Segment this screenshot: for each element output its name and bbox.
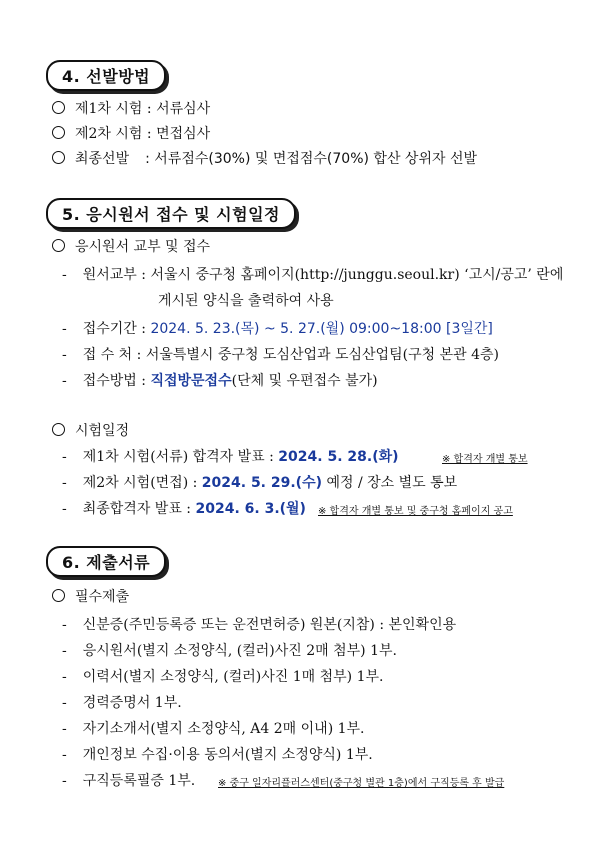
sec4-item-3-value: : 서류점수(30%) 및 면접점수(70%) 합산 상위자 선발 bbox=[145, 151, 477, 167]
round-1-date: 2024. 5. 28.(화) bbox=[278, 449, 399, 465]
sec6-group-title-text: 필수제출 bbox=[75, 589, 130, 605]
place-label: 접 수 처 : bbox=[82, 347, 146, 363]
section-6-header: 6. 제출서류 bbox=[46, 546, 166, 577]
doc-item: - 신분증(주민등록증 또는 운전면허증) 원본(지참) : 본인확인용 bbox=[62, 617, 457, 633]
method-label: 접수방법 : bbox=[82, 373, 151, 389]
section-4-header: 4. 선발방법 bbox=[46, 60, 166, 91]
sec5-group-2-title bbox=[52, 420, 129, 440]
form-issue-label: 원서교부 : bbox=[82, 267, 151, 283]
circle-bullet-icon bbox=[52, 423, 65, 436]
method-suffix: (단체 및 우편접수 불가) bbox=[231, 373, 378, 389]
sec4-item-2-text: 제2차 시험 : 면접심사 bbox=[75, 126, 211, 142]
round-1-label: 제1차 시험(서류) 합격자 발표 : bbox=[82, 449, 279, 465]
method-value: 직접방문접수 bbox=[150, 373, 232, 389]
doc-item: - 개인정보 수집·이용 동의서(별지 소정양식) 1부. bbox=[62, 747, 373, 763]
doc-item: - 구직등록필증 1부. bbox=[62, 773, 196, 789]
sec4-item-3-label: 최종선발 bbox=[75, 151, 130, 167]
form-issue-line-2: 게시된 양식을 출력하여 사용 bbox=[158, 293, 334, 309]
circle-bullet-icon bbox=[52, 101, 65, 114]
final-label: 최종합격자 발표 : bbox=[82, 501, 196, 517]
sec5-group-1-title-text: 응시원서 교부 및 접수 bbox=[75, 239, 211, 255]
sec4-item-1-text: 제1차 시험 : 서류심사 bbox=[75, 101, 211, 117]
doc-item-text: 응시원서(별지 소정양식, (컬러)사진 2매 첨부) 1부. bbox=[82, 643, 397, 659]
round-2-suffix: 예정 / 장소 별도 통보 bbox=[322, 475, 458, 491]
doc-item-text: 경력증명서 1부. bbox=[82, 695, 182, 711]
place-line: - 접 수 처 : 서울특별시 중구청 도심산업과 도심산업팀(구청 본관 4층) bbox=[62, 347, 499, 363]
doc-item: - 이력서(별지 소정양식, (컬러)사진 1매 첨부) 1부. bbox=[62, 669, 384, 685]
sec4-item-3 bbox=[52, 148, 477, 168]
final-date: 2024. 6. 3.(월) bbox=[195, 501, 306, 517]
place-value: 서울특별시 중구청 도심산업과 도심산업팀(구청 본관 4층) bbox=[145, 347, 499, 363]
sec5-group-1-title bbox=[52, 236, 210, 256]
schedule-final: - 최종합격자 발표 : 2024. 6. 3.(월) bbox=[62, 501, 306, 517]
period-line: - 접수기간 : 2024. 5. 23.(목) ~ 5. 27.(월) 09:00~18:00 [3일간] bbox=[62, 321, 493, 337]
sec5-group-2-title-text: 시험일정 bbox=[75, 423, 130, 439]
circle-bullet-icon bbox=[52, 589, 65, 602]
section-5-header: 5. 응시원서 접수 및 시험일정 bbox=[46, 198, 296, 229]
round-1-note: ※ 합격자 개별 통보 bbox=[442, 454, 528, 465]
sec4-item-2 bbox=[52, 123, 210, 143]
round-2-date: 2024. 5. 29.(수) bbox=[201, 475, 322, 491]
final-note: ※ 합격자 개별 통보 및 중구청 홈페이지 공고 bbox=[318, 506, 513, 517]
doc-item-note: ※ 중구 일자리플러스센터(중구청 별관 1층)에서 구직등록 후 발급 bbox=[218, 778, 505, 789]
form-issue-value: 서울시 중구청 홈페이지(http://junggu.seoul.kr) ‘고시/공고’ 란에 bbox=[150, 267, 564, 283]
doc-item: - 자기소개서(별지 소정양식, A4 2매 이내) 1부. bbox=[62, 721, 365, 737]
sec4-item-1 bbox=[52, 98, 210, 118]
circle-bullet-icon bbox=[52, 239, 65, 252]
doc-item-text: 구직등록필증 1부. bbox=[82, 773, 196, 789]
doc-item-text: 개인정보 수집·이용 동의서(별지 소정양식) 1부. bbox=[82, 747, 373, 763]
round-2-label: 제2차 시험(면접) : bbox=[82, 475, 202, 491]
doc-item: - 경력증명서 1부. bbox=[62, 695, 182, 711]
doc-item-text: 자기소개서(별지 소정양식, A4 2매 이내) 1부. bbox=[82, 721, 365, 737]
period-label: 접수기간 : bbox=[82, 321, 151, 337]
doc-item: - 응시원서(별지 소정양식, (컬러)사진 2매 첨부) 1부. bbox=[62, 643, 397, 659]
circle-bullet-icon bbox=[52, 126, 65, 139]
schedule-round-2: - 제2차 시험(면접) : 2024. 5. 29.(수) 예정 / 장소 별도 통보 bbox=[62, 475, 458, 491]
form-issue-line: - 원서교부 : 서울시 중구청 홈페이지(http://junggu.seoul.kr) ‘고시/공고’ 란에 bbox=[62, 267, 564, 283]
circle-bullet-icon bbox=[52, 151, 65, 164]
method-line: - 접수방법 : 직접방문접수(단체 및 우편접수 불가) bbox=[62, 373, 378, 389]
period-value: 2024. 5. 23.(목) ~ 5. 27.(월) 09:00~18:00 [3일간] bbox=[150, 321, 493, 337]
sec6-group-title bbox=[52, 586, 129, 606]
doc-item-text: 이력서(별지 소정양식, (컬러)사진 1매 첨부) 1부. bbox=[82, 669, 384, 685]
schedule-round-1: - 제1차 시험(서류) 합격자 발표 : 2024. 5. 28.(화) bbox=[62, 449, 399, 465]
doc-item-text: 신분증(주민등록증 또는 운전면허증) 원본(지참) : 본인확인용 bbox=[82, 617, 457, 633]
